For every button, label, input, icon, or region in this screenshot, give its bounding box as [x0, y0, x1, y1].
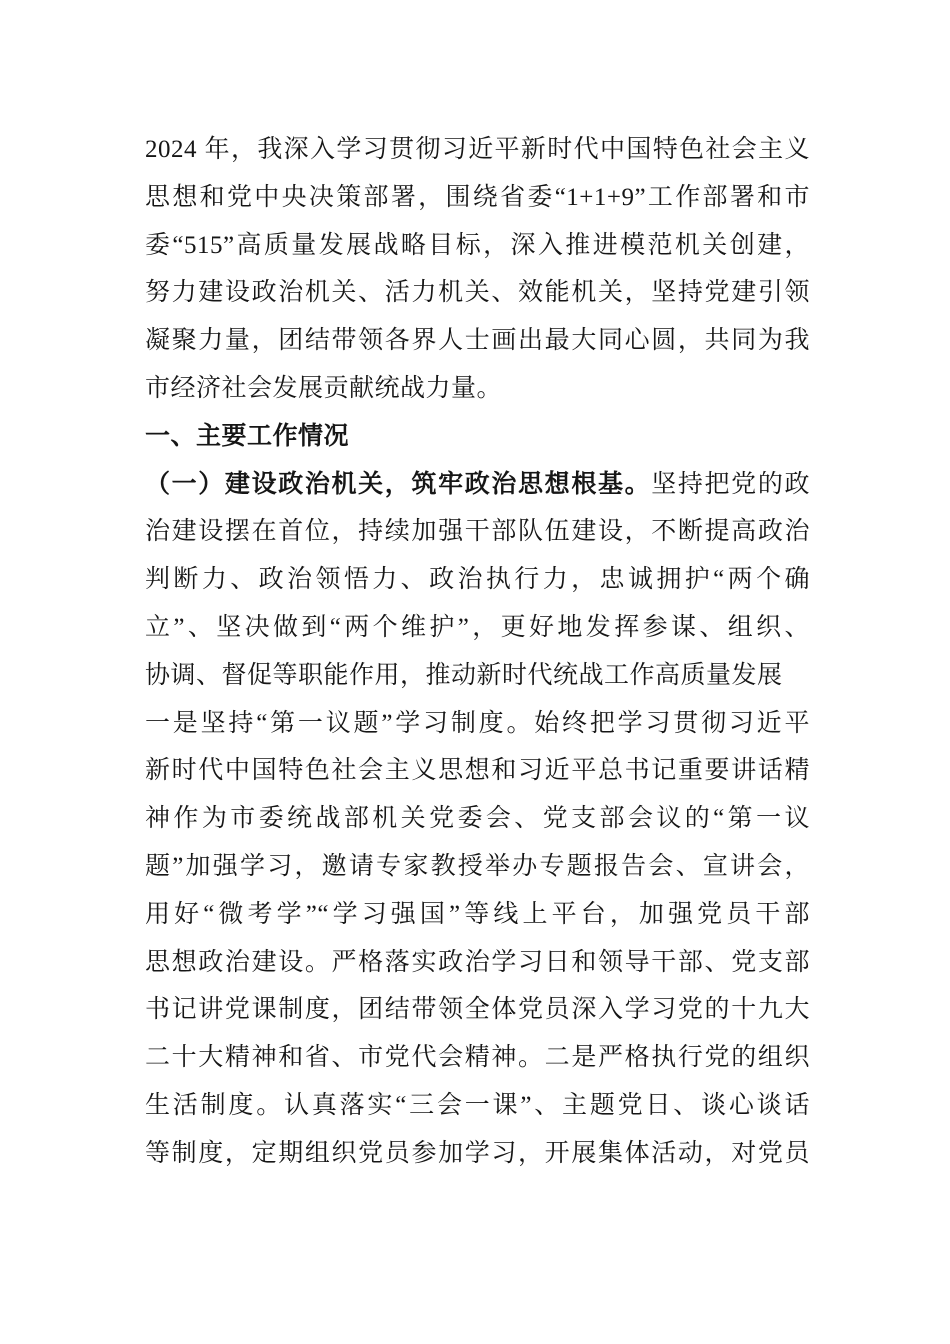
text-segment: 用好“微考学”“学习强国”等线上平台，加强党员干部 — [145, 900, 810, 928]
text-segment: 市经济社会发展贡献统战力量。 — [145, 374, 503, 402]
text-line — [145, 843, 810, 891]
text-line — [145, 652, 810, 700]
text-segment: 2024 年，我深入学习贯彻习近平新时代中国特色社会主义 — [145, 136, 810, 163]
text-segment: 判断力、政治领悟力、政治执行力，忠诚拥护“两个确 — [145, 566, 810, 594]
text-line — [145, 604, 810, 652]
text-segment: 坚持把党的政 — [651, 470, 810, 498]
text-segment: 努力建设政治机关、活力机关、效能机关，坚持党建引领 — [145, 279, 810, 307]
text-line — [145, 174, 810, 222]
text-segment: 思想政治建设。严格落实政治学习日和领导干部、党支部 — [145, 948, 810, 976]
text-line — [145, 1034, 810, 1082]
text-line — [145, 891, 810, 939]
text-line — [145, 556, 810, 604]
text-line — [145, 747, 810, 795]
text-line — [145, 269, 810, 317]
text-segment: 委“515”高质量发展战略目标，深入推进模范机关创建， — [145, 231, 810, 259]
section-heading — [145, 413, 810, 461]
text-segment: 协调、督促等职能作用，推动新时代统战工作高质量发展 — [145, 661, 783, 689]
text-line — [145, 795, 810, 843]
text-line — [145, 939, 810, 987]
text-line — [145, 508, 810, 556]
text-segment: 书记讲党课制度，团结带领全体党员深入学习党的十九大 — [145, 996, 810, 1024]
text-segment: 神作为市委统战部机关党委会、党支部会议的“第一议 — [145, 805, 810, 833]
text-segment: 立”、坚决做到“两个维护”，更好地发挥参谋、组织、 — [145, 613, 810, 641]
text-segment: 一是坚持“第一议题”学习制度。始终把学习贯彻习近平 — [145, 709, 810, 737]
text-segment: 凝聚力量，团结带领各界人士画出最大同心圆，共同为我 — [145, 327, 810, 355]
bold-text-segment: 一、主要工作情况 — [145, 422, 350, 450]
text-line — [145, 365, 810, 413]
text-line — [145, 1130, 810, 1178]
text-segment: 治建设摆在首位，持续加强干部队伍建设，不断提高政治 — [145, 518, 810, 546]
text-segment: 二十大精神和省、市党代会精神。二是严格执行党的组织 — [145, 1044, 810, 1072]
text-line — [145, 222, 810, 270]
text-line — [145, 126, 810, 174]
text-segment: 新时代中国特色社会主义思想和习近平总书记重要讲话精 — [145, 757, 810, 785]
text-line — [145, 986, 810, 1034]
text-line — [145, 1082, 810, 1130]
subsection-lead-line — [145, 461, 810, 509]
text-segment: 思想和党中央决策部署，围绕省委“1+1+9”工作部署和市 — [145, 183, 810, 211]
text-segment: 生活制度。认真落实“三会一课”、主题党日、谈心谈话 — [145, 1091, 810, 1119]
text-segment: 题”加强学习，邀请专家教授举办专题报告会、宣讲会， — [145, 852, 810, 880]
text-line — [145, 317, 810, 365]
text-line — [145, 700, 810, 748]
text-segment: 等制度，定期组织党员参加学习，开展集体活动，对党员 — [145, 1139, 810, 1167]
bold-text-segment: （一）建设政治机关，筑牢政治思想根基。 — [145, 470, 652, 498]
